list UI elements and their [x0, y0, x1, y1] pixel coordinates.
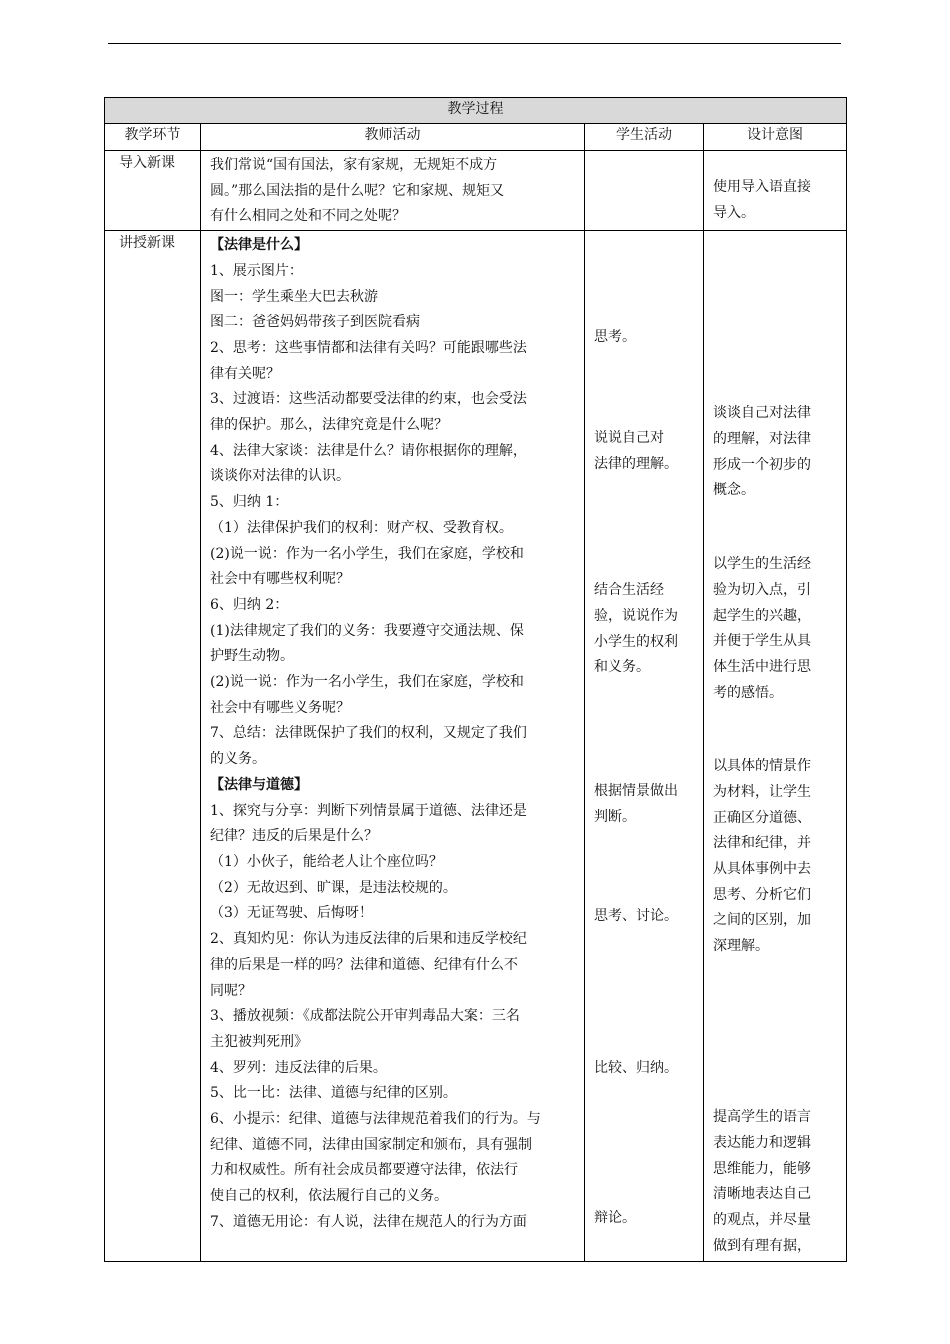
- intent-line: 从具体事例中去: [713, 860, 811, 877]
- header-student-activity: 学生活动: [585, 124, 704, 151]
- teacher-line: 社会中有哪些权利呢？: [210, 571, 350, 588]
- teacher-line: （3）无证驾驶、后悔呀！: [210, 905, 373, 922]
- intent-line: 谈谈自己对法律: [713, 405, 811, 422]
- teacher-line: 纪律？违反的后果是什么？: [210, 828, 378, 845]
- teacher-line: 4、法律大家谈：法律是什么？请你根据你的理解，: [210, 442, 527, 459]
- teacher-line: 1、展示图片：: [210, 262, 303, 279]
- intent-block: [713, 754, 840, 960]
- teacher-line: (2)说一说：作为一名小学生，我们在家庭，学校和: [210, 545, 524, 562]
- teacher-intro-line: 有什么相同之处和不同之处呢？: [210, 208, 406, 225]
- student-block: [594, 1206, 697, 1232]
- teacher-line: 力和权威性。所有社会成员都要遵守法律，依法行: [210, 1162, 518, 1179]
- stage-intro: [105, 151, 201, 231]
- teacher-line: 护野生动物。: [210, 648, 294, 665]
- teacher-line: 7、总结：法律既保护了我们的权利，又规定了我们: [210, 725, 527, 742]
- student-line: 说说自己对: [594, 430, 664, 447]
- header-rule: [108, 43, 841, 44]
- student-line: 验，说说作为: [594, 607, 678, 624]
- teacher-line: 律的后果是一样的吗？法律和道德、纪律有什么不: [210, 956, 518, 973]
- intent-intro-line: 使用导入语直接: [713, 179, 811, 195]
- student-block: [594, 779, 697, 830]
- teacher-intro-line: 圆。”那么国法指的是什么呢？它和家规、规矩又: [210, 182, 505, 199]
- intent-line: 形成一个初步的: [713, 456, 811, 473]
- teacher-line: 2、思考：这些事情都和法律有关吗？可能跟哪些法: [210, 339, 527, 356]
- intent-line: 深理解。: [713, 938, 769, 955]
- teacher-line: （1）小伙子，能给老人让个座位吗？: [210, 853, 443, 870]
- header-teacher-activity: 教师活动: [201, 124, 585, 151]
- teacher-line: 主犯被判死刑》: [210, 1033, 308, 1050]
- student-line: 小学生的权利: [594, 633, 678, 650]
- teacher-line: 纪律、道德不同，法律由国家制定和颁布，具有强制: [210, 1136, 532, 1153]
- intent-lecture: [704, 231, 847, 1262]
- student-block: [594, 1056, 697, 1082]
- teacher-line: 律的保护。那么，法律究竟是什么呢？: [210, 417, 448, 434]
- intent-block: [713, 552, 840, 706]
- teacher-intro: [201, 151, 585, 231]
- teacher-line: 同呢？: [210, 982, 252, 999]
- student-block: [594, 578, 697, 681]
- teacher-line: (2)说一说：作为一名小学生，我们在家庭，学校和: [210, 674, 524, 691]
- intent-block: [713, 1105, 840, 1259]
- student-line: 和义务。: [594, 659, 650, 676]
- intent-line: 以学生的生活经: [713, 556, 811, 573]
- teacher-intro-line: 我们常说“国有国法，家有家规，无规矩不成方: [210, 157, 498, 173]
- teacher-line: 社会中有哪些义务呢？: [210, 699, 350, 716]
- intent-line: 做到有理有据，: [713, 1237, 811, 1254]
- teacher-line: 图一：学生乘坐大巴去秋游: [210, 288, 378, 305]
- intent-line: 思考、分析它们: [713, 886, 811, 903]
- student-line: 辩论。: [594, 1210, 636, 1227]
- teacher-line: 律有关呢？: [210, 365, 280, 382]
- student-block: [594, 904, 697, 930]
- student-line: 比较、归纳。: [594, 1060, 678, 1077]
- table-row-lecture: [105, 231, 847, 1262]
- student-block: [594, 426, 697, 477]
- intent-line: 概念。: [713, 482, 755, 499]
- teacher-line: （1）法律保护我们的权利：财产权、受教育权。: [210, 519, 513, 536]
- teacher-line: 6、小提示：纪律、道德与法律规范着我们的行为。与: [210, 1111, 541, 1128]
- teaching-process-table: [104, 97, 847, 1262]
- section-heading: 【法律是什么】: [210, 237, 308, 254]
- intent-line: 体生活中进行思: [713, 658, 811, 675]
- table-row-intro: [105, 151, 847, 231]
- teacher-line: 4、罗列：违反法律的后果。: [210, 1059, 387, 1076]
- intent-line: 的理解，对法律: [713, 430, 811, 447]
- intent-line: 并便于学生从具: [713, 633, 811, 650]
- intent-line: 考的感悟。: [713, 684, 783, 701]
- intent-line: 思维能力，能够: [713, 1160, 811, 1177]
- teacher-line: （2）无故迟到、旷课，是违法校规的。: [210, 879, 457, 896]
- teacher-line: 使自己的权利，依法履行自己的义务。: [210, 1188, 448, 1205]
- header-stage: 教学环节: [105, 124, 201, 151]
- intent-line: 表达能力和逻辑: [713, 1134, 811, 1151]
- teacher-line: 的义务。: [210, 751, 266, 768]
- stage-lecture: [105, 231, 201, 1262]
- stage-lecture-label: 讲授新课: [119, 235, 175, 252]
- student-line: 思考。: [594, 329, 636, 346]
- teacher-line: 2、真知灼见：你认为违反法律的后果和违反学校纪: [210, 931, 527, 948]
- intent-line: 起学生的兴趣，: [713, 607, 811, 624]
- intent-line: 提高学生的语言: [713, 1109, 811, 1126]
- teacher-line: 1、探究与分享：判断下列情景属于道德、法律还是: [210, 802, 527, 819]
- intent-line: 为材料，让学生: [713, 783, 811, 800]
- student-line: 结合生活经: [594, 582, 664, 599]
- stage-intro-label: 导入新课: [119, 155, 175, 171]
- teacher-line: 5、比一比：法律、道德与纪律的区别。: [210, 1085, 457, 1102]
- intent-line: 正确区分道德、: [713, 809, 811, 826]
- student-line: 法律的理解。: [594, 455, 678, 472]
- teacher-line: 3、过渡语：这些活动都要受法律的约束，也会受法: [210, 391, 527, 408]
- teacher-line: 图二：爸爸妈妈带孩子到医院看病: [210, 314, 420, 331]
- teacher-line: 谈谈你对法律的认识。: [210, 468, 350, 485]
- intent-line: 清晰地表达自己: [713, 1186, 811, 1203]
- intent-block: [713, 401, 840, 504]
- table-title: 教学过程: [105, 98, 847, 124]
- teacher-line: 7、道德无用论：有人说，法律在规范人的行为方面: [210, 1213, 527, 1230]
- teacher-lecture-lines: [210, 233, 576, 1235]
- teacher-line: (1)法律规定了我们的义务：我要遵守交通法规、保: [210, 622, 524, 639]
- teacher-lecture: [201, 231, 585, 1262]
- student-line: 思考、讨论。: [594, 908, 678, 925]
- teacher-line: 3、播放视频：《成都法院公开审判毒品大案：三名: [210, 1008, 520, 1025]
- student-intro: [585, 151, 704, 231]
- intent-line: 的观点，并尽量: [713, 1211, 811, 1228]
- teacher-line: 6、归纳 2：: [210, 596, 289, 613]
- intent-line: 法律和纪律，并: [713, 835, 811, 852]
- student-block: [594, 325, 697, 351]
- teacher-line: 5、归纳 1：: [210, 494, 289, 511]
- intent-intro: [704, 151, 847, 231]
- header-design-intent: 设计意图: [704, 124, 847, 151]
- intent-line: 之间的区别，加: [713, 912, 811, 929]
- student-line: 判断。: [594, 808, 636, 825]
- student-line: 根据情景做出: [594, 783, 678, 800]
- intent-line: 以具体的情景作: [713, 758, 811, 775]
- section-heading: 【法律与道德】: [210, 776, 308, 793]
- intent-intro-line: 导入。: [713, 204, 755, 221]
- student-lecture: [585, 231, 704, 1262]
- intent-line: 验为切入点，引: [713, 581, 811, 598]
